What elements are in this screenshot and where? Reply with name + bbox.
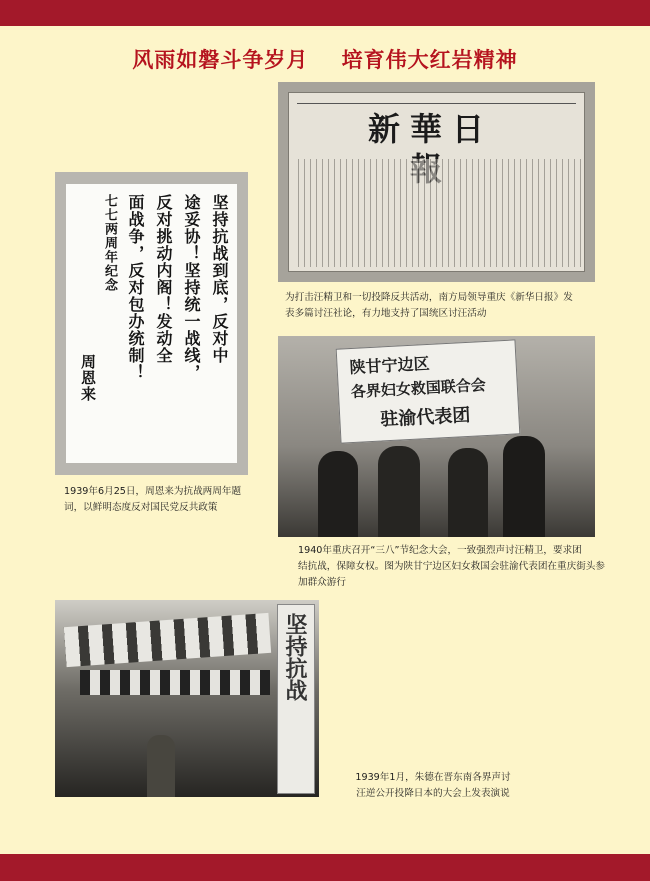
- newspaper-photo: [278, 82, 595, 282]
- parade-photo: [278, 336, 595, 537]
- parade-caption: [298, 543, 605, 591]
- caption-line: 1940年重庆召开“三八”节纪念大会，一致强烈声讨汪精卫，要求团: [298, 545, 582, 556]
- caption-line: 为打击汪精卫和一切投降反共活动，南方局领导重庆《新华日报》发: [285, 292, 573, 303]
- caption-line: 表多篇讨汪社论，有力地支持了国统区讨汪活动: [285, 308, 487, 319]
- calligraphy-caption: [64, 484, 241, 516]
- speech-scroll: [277, 604, 315, 794]
- parade-banner: [336, 339, 521, 443]
- speech-caption: [333, 770, 533, 802]
- calligraphy-column: 途妥协！坚持统一战线，: [182, 194, 201, 381]
- caption-line: 汪逆公开投降日本的大会上发表演说: [356, 788, 510, 799]
- caption-line: 加群众游行: [298, 577, 346, 588]
- calligraphy-column: 面战争，反对包办统制！: [126, 194, 145, 381]
- top-red-band: [0, 0, 650, 26]
- caption-line: 结抗战，保障女权。图为陕甘宁边区妇女救国会驻渝代表团在重庆街头参: [298, 561, 605, 572]
- banner-line: 陕甘宁边区: [349, 353, 431, 378]
- caption-line: 1939年6月25日，周恩来为抗战两周年题: [64, 486, 242, 497]
- calligraphy-column: 反对挑动内阁！发动全: [154, 194, 173, 364]
- calligraphy-column: 坚持抗战到底，反对中: [210, 194, 229, 364]
- newspaper-masthead: 新華日: [367, 110, 494, 148]
- banner-line: 驻渝代表团: [379, 404, 471, 431]
- calligraphy-signature: 周恩来: [79, 354, 97, 402]
- speech-photo: [55, 600, 319, 797]
- newspaper-caption: [285, 290, 573, 322]
- banner-line: 各界妇女救国联合会: [350, 375, 487, 402]
- calligraphy-photo: [55, 172, 248, 475]
- scroll-text: 坚持抗战: [282, 613, 308, 701]
- bottom-red-band: [0, 854, 650, 881]
- caption-line: 1939年1月，朱德在晋东南各界声讨: [355, 772, 511, 783]
- caption-line: 词，以鲜明态度反对国民党反共政策: [64, 502, 218, 513]
- calligraphy-column: 七七两周年纪念: [102, 194, 117, 292]
- page-title: 风雨如磐斗争岁月 培育伟大红岩精神: [132, 47, 518, 72]
